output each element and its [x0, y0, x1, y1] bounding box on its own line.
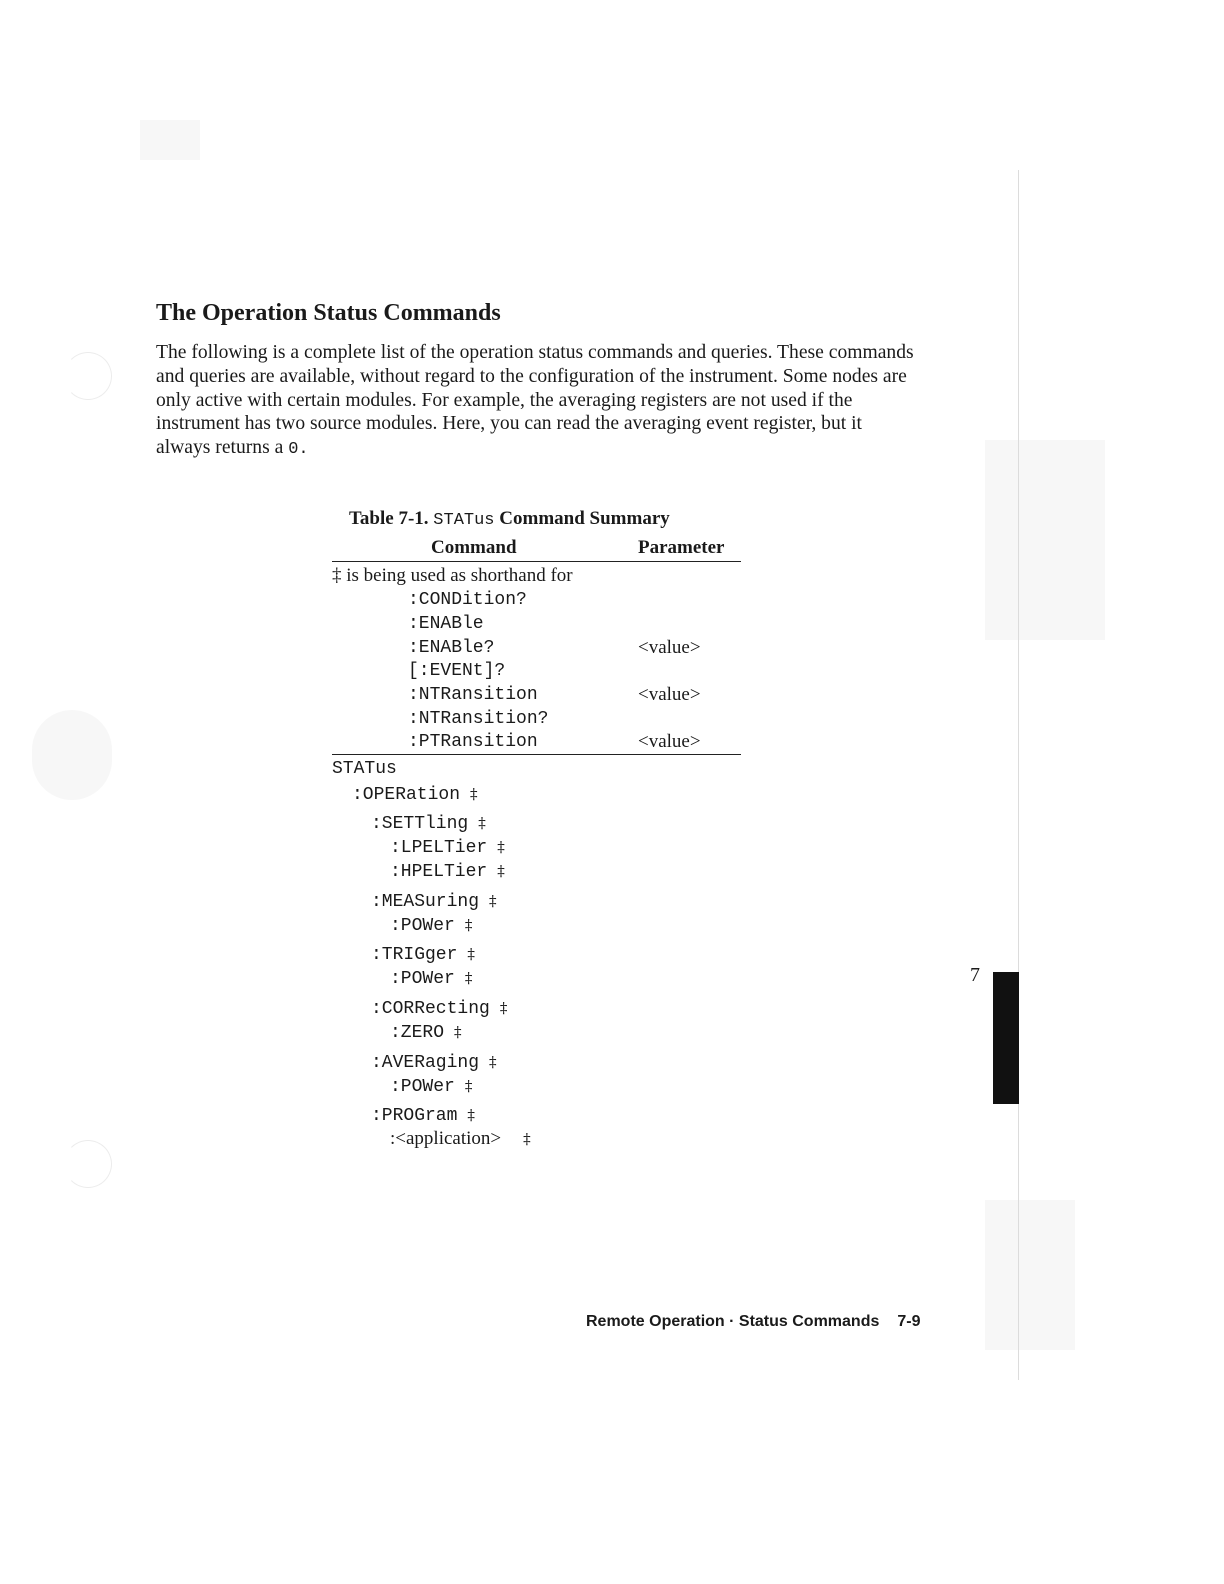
tree-node — [390, 1075, 472, 1098]
tree-node — [371, 943, 475, 966]
dagger-mark: ‡ — [467, 945, 475, 963]
tree-node-label: STATus — [332, 759, 397, 779]
chapter-tab-block — [993, 972, 1019, 1104]
tree-node — [390, 836, 505, 859]
tree-node — [390, 1021, 462, 1044]
intro-paragraph — [156, 341, 916, 462]
column-header-command: Command — [431, 537, 517, 558]
dagger-mark: ‡ — [489, 1053, 497, 1071]
punch-hole-mark — [64, 352, 112, 400]
scan-shadow — [985, 1200, 1075, 1350]
footer-page-number: 7-9 — [897, 1313, 921, 1330]
caption-suffix: Command Summary — [499, 508, 670, 529]
table-cell-command: :CONDition? — [408, 590, 527, 610]
tree-node-label: :ZERO — [390, 1023, 445, 1043]
tree-node-label: :POWer — [390, 969, 455, 989]
legend-rule — [332, 754, 741, 755]
dagger-mark: ‡ — [489, 892, 497, 910]
tree-node — [390, 1128, 531, 1150]
scan-shadow — [985, 440, 1105, 640]
table-cell-command: :ENABle? — [408, 638, 495, 658]
page-footer — [586, 1313, 921, 1331]
tree-node — [371, 1104, 475, 1127]
dagger-mark: ‡ — [454, 1023, 462, 1041]
tree-node-label: :PROGram — [371, 1106, 458, 1126]
tree-node-label: :MEASuring — [371, 892, 480, 912]
table-cell-command: :NTRansition — [408, 685, 538, 705]
table-cell-parameter: <value> — [638, 684, 701, 705]
tree-node — [371, 890, 497, 913]
dagger-mark: ‡ — [464, 1077, 473, 1095]
intro-text: The following is a complete list of the operation status commands and queries. These commands and queries are available, without regard to the configuration of the instrument. Some nodes are only active with certain modules. For example, the averaging registers are not used if the instrument has two source modules. Here, you can read the averaging event register, but it always returns a — [156, 342, 914, 459]
dagger-mark: ‡ — [497, 838, 505, 856]
tree-node-label: :AVERaging — [371, 1053, 480, 1073]
dagger-mark: ‡ — [464, 916, 473, 934]
table-cell-parameter: <value> — [638, 731, 701, 752]
table-cell-command: :PTRansition — [408, 732, 538, 752]
chapter-tab-number: 7 — [970, 964, 980, 986]
intro-return-value: 0. — [288, 440, 309, 460]
dagger-mark: ‡ — [499, 999, 508, 1017]
header-rule — [332, 561, 741, 562]
dagger-mark: ‡ — [464, 969, 473, 987]
dagger-note: ‡ is being used as shorthand for — [332, 565, 573, 586]
table-caption — [349, 508, 670, 530]
punch-hole-mark — [64, 1140, 112, 1188]
caption-command: STATus — [433, 511, 495, 530]
tree-node-label: :CORRecting — [371, 999, 490, 1019]
dagger-mark: ‡ — [523, 1130, 531, 1148]
table-cell-command: :NTRansition? — [408, 709, 549, 729]
tree-node — [390, 914, 472, 937]
footer-section: Remote Operation · Status Commands — [586, 1313, 880, 1330]
section-title: The Operation Status Commands — [156, 300, 501, 326]
tree-node — [390, 967, 472, 990]
tree-node-label: :SETTling — [371, 814, 469, 834]
tree-node-label: :POWer — [390, 1077, 455, 1097]
tree-node — [332, 758, 397, 780]
tree-node — [352, 783, 478, 806]
column-header-parameter: Parameter — [638, 537, 725, 558]
tree-node-label: :OPERation — [352, 785, 461, 805]
scan-shadow — [32, 710, 112, 800]
table-cell-command: [:EVENt]? — [408, 661, 506, 681]
page-edge-rule — [1018, 170, 1019, 1380]
scan-shadow — [140, 120, 200, 160]
tree-node — [371, 812, 486, 835]
tree-node-label: :HPELTier — [390, 862, 488, 882]
table-cell-command: :ENABle — [408, 614, 484, 634]
tree-node — [390, 860, 505, 883]
dagger-mark: ‡ — [467, 1106, 475, 1124]
tree-node-label: :<application> — [390, 1128, 502, 1149]
tree-node-label: :LPELTier — [390, 838, 488, 858]
caption-prefix: Table 7-1. — [349, 508, 429, 529]
dagger-mark: ‡ — [497, 862, 505, 880]
tree-node-label: :TRIGger — [371, 945, 458, 965]
dagger-mark: ‡ — [478, 814, 486, 832]
dagger-mark: ‡ — [470, 785, 478, 803]
tree-node — [371, 1051, 497, 1074]
table-cell-parameter: <value> — [638, 637, 701, 658]
tree-node-label: :POWer — [390, 916, 455, 936]
tree-node — [371, 997, 507, 1020]
